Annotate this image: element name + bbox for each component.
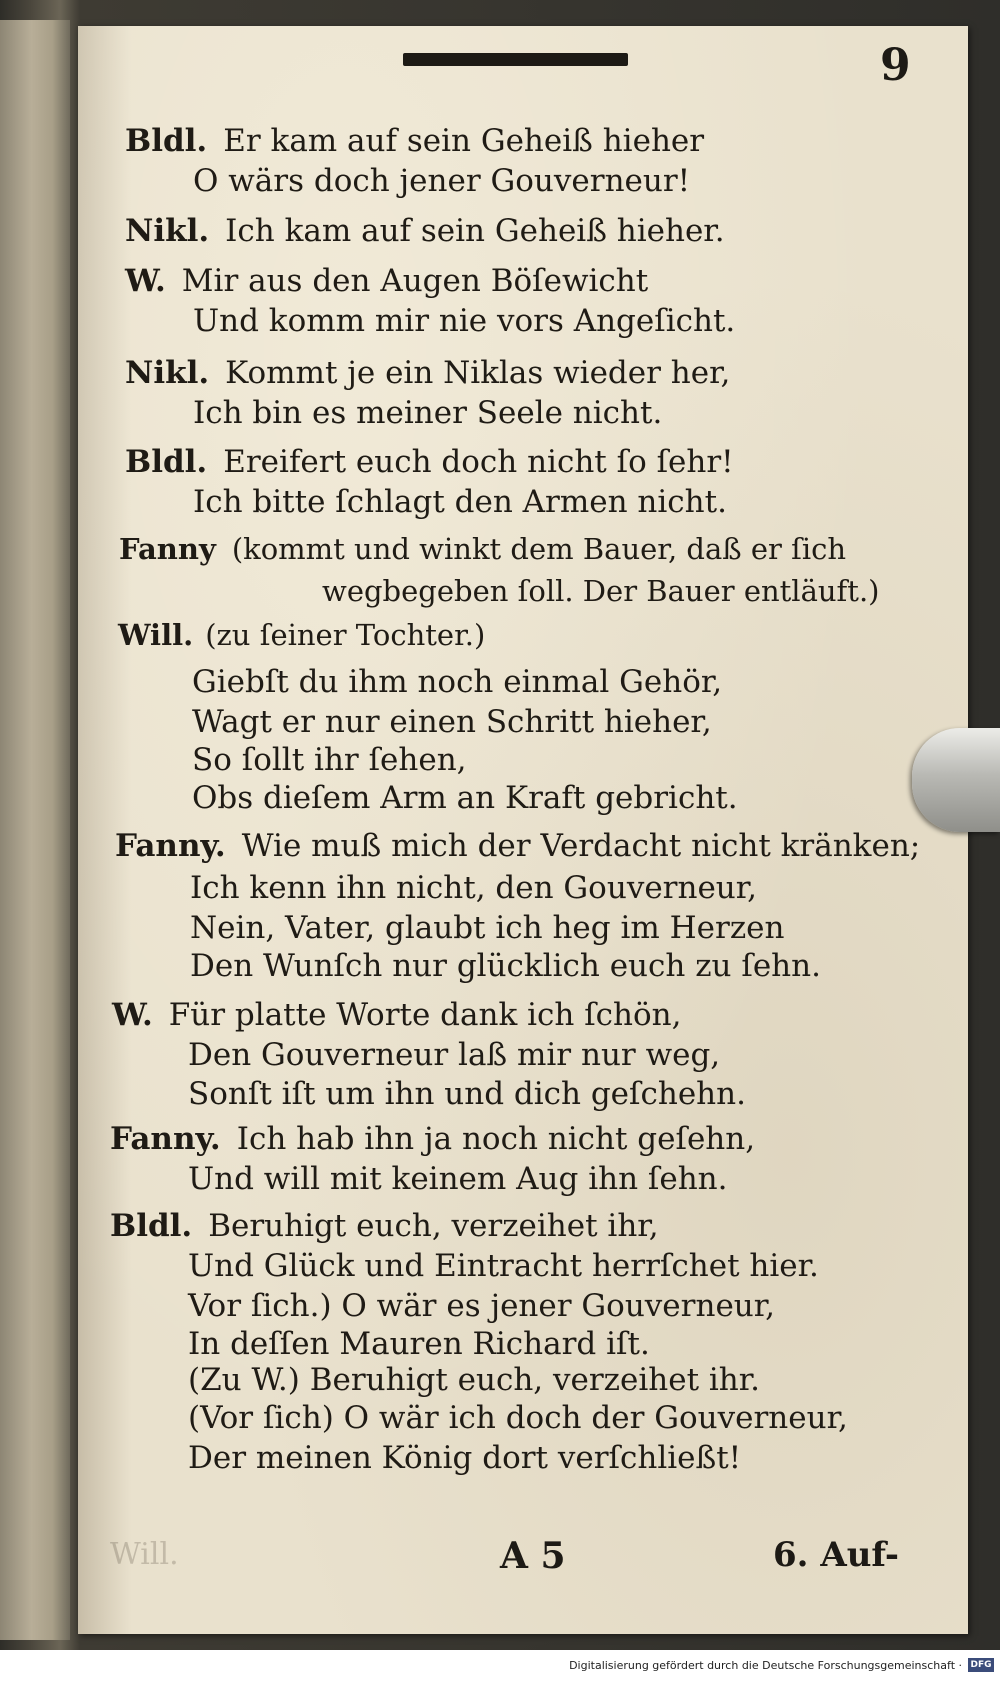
text-line xyxy=(125,263,648,299)
line-text: (Zu W.) Beruhigt euch, verzeihet ihr. xyxy=(188,1362,761,1398)
line-text: Ich bitte ſchlagt den Armen nicht. xyxy=(193,484,727,520)
line-text: Den Wunſch nur glücklich euch zu ſehn. xyxy=(190,948,821,984)
text-line xyxy=(192,704,712,740)
text-line xyxy=(125,355,730,391)
page-number: 9 xyxy=(880,40,911,91)
text-line xyxy=(119,531,846,567)
line-text: Nein, Vater, glaubt ich heg im Herzen xyxy=(190,910,785,946)
speaker-name: W. xyxy=(112,997,153,1033)
text-line xyxy=(115,828,920,864)
line-text: Den Gouverneur laß mir nur weg, xyxy=(188,1037,721,1073)
line-text: (zu ſeiner Tochter.) xyxy=(205,618,486,652)
line-text: Giebſt du ihm noch einmal Gehör, xyxy=(192,664,723,700)
text-line xyxy=(193,484,727,520)
text-line xyxy=(118,617,485,653)
speaker-name: W. xyxy=(125,263,166,299)
line-text: Kommt je ein Niklas wieder her, xyxy=(225,355,731,391)
line-text: Beruhigt euch, verzeihet ihr, xyxy=(208,1208,659,1244)
line-text: Vor ſich.) O wär es jener Gouverneur, xyxy=(188,1288,776,1324)
speaker-name: Bldl. xyxy=(110,1208,193,1244)
line-text: Und Glück und Eintracht herrſchet hier. xyxy=(188,1248,819,1284)
text-line xyxy=(125,213,725,249)
text-line xyxy=(112,997,682,1033)
line-text: In deſſen Mauren Richard iſt. xyxy=(188,1326,650,1362)
line-text: Wie muß mich der Verdacht nicht kränken; xyxy=(241,828,921,864)
line-text: Und will mit keinem Aug ihn ſehn. xyxy=(188,1161,728,1197)
speaker-name: Will. xyxy=(118,618,194,652)
line-text: Ich kenn ihn nicht, den Gouverneur, xyxy=(190,870,758,906)
line-text: Ereifert euch doch nicht ſo ſehr! xyxy=(223,444,734,480)
text-line xyxy=(188,1362,760,1398)
line-text: Er kam auf sein Geheiß hieher xyxy=(223,123,705,159)
speaker-name: Bldl. xyxy=(125,123,208,159)
line-text: Obs dieſem Arm an Kraft gebricht. xyxy=(192,780,738,816)
line-text: So ſollt ihr ſehen, xyxy=(192,742,467,778)
text-line xyxy=(193,163,690,199)
speaker-name: Bldl. xyxy=(125,444,208,480)
text-line xyxy=(125,123,704,159)
line-text: Wagt er nur einen Schritt hieher, xyxy=(192,704,712,740)
line-text: Mir aus den Augen Böſewicht xyxy=(181,263,649,299)
signature-mark: A 5 xyxy=(500,1535,566,1577)
text-line xyxy=(190,910,784,946)
text-line xyxy=(192,742,467,778)
text-line xyxy=(192,664,722,700)
line-text: O wärs doch jener Gouverneur! xyxy=(193,163,691,199)
speaker-name: Fanny. xyxy=(115,828,226,864)
text-line xyxy=(125,444,734,480)
text-line xyxy=(193,395,662,431)
text-line xyxy=(188,1440,741,1476)
text-line xyxy=(322,573,879,609)
line-text: Sonſt iſt um ihn und dich geſchehn. xyxy=(188,1076,746,1112)
line-text: Ich kam auf sein Geheiß hieher. xyxy=(225,213,725,249)
dfg-logo-icon: DFG xyxy=(968,1658,994,1672)
text-line xyxy=(188,1326,650,1362)
line-text: Für platte Worte dank ich ſchön, xyxy=(168,997,682,1033)
text-line xyxy=(190,870,757,906)
speaker-name: Fanny xyxy=(119,532,216,566)
catchword: 6. Auf- xyxy=(773,1535,899,1575)
text-line xyxy=(110,1208,659,1244)
speaker-name: Fanny. xyxy=(110,1121,221,1157)
line-text: Ich hab ihn ja noch nicht geſehn, xyxy=(236,1121,756,1157)
line-text: wegbegeben ſoll. Der Bauer entläuft.) xyxy=(322,574,880,608)
text-line xyxy=(188,1076,746,1112)
line-text: (Vor ſich) O wär ich doch der Gouverneur, xyxy=(188,1400,848,1436)
text-line xyxy=(188,1161,728,1197)
line-text: (kommt und winkt dem Bauer, daß er ſich xyxy=(231,532,847,566)
text-line xyxy=(110,1121,755,1157)
text-line xyxy=(193,303,735,339)
line-text: Ich bin es meiner Seele nicht. xyxy=(193,395,663,431)
text-line xyxy=(188,1248,819,1284)
line-text: Und komm mir nie vors Angeſicht. xyxy=(193,303,736,339)
text-line xyxy=(188,1288,775,1324)
speaker-name: Nikl. xyxy=(125,213,210,249)
text-line xyxy=(188,1400,848,1436)
text-line xyxy=(190,948,821,984)
line-text: Der meinen König dort verſchließt! xyxy=(188,1440,742,1476)
text-line xyxy=(188,1037,720,1073)
speaker-name: Nikl. xyxy=(125,355,210,391)
digitization-credit: Digitalisierung gefördert durch die Deutsche Forschungsgemeinschaft · xyxy=(569,1659,962,1672)
text-line xyxy=(192,780,738,816)
bleed-through-text: Will. xyxy=(110,1537,179,1572)
